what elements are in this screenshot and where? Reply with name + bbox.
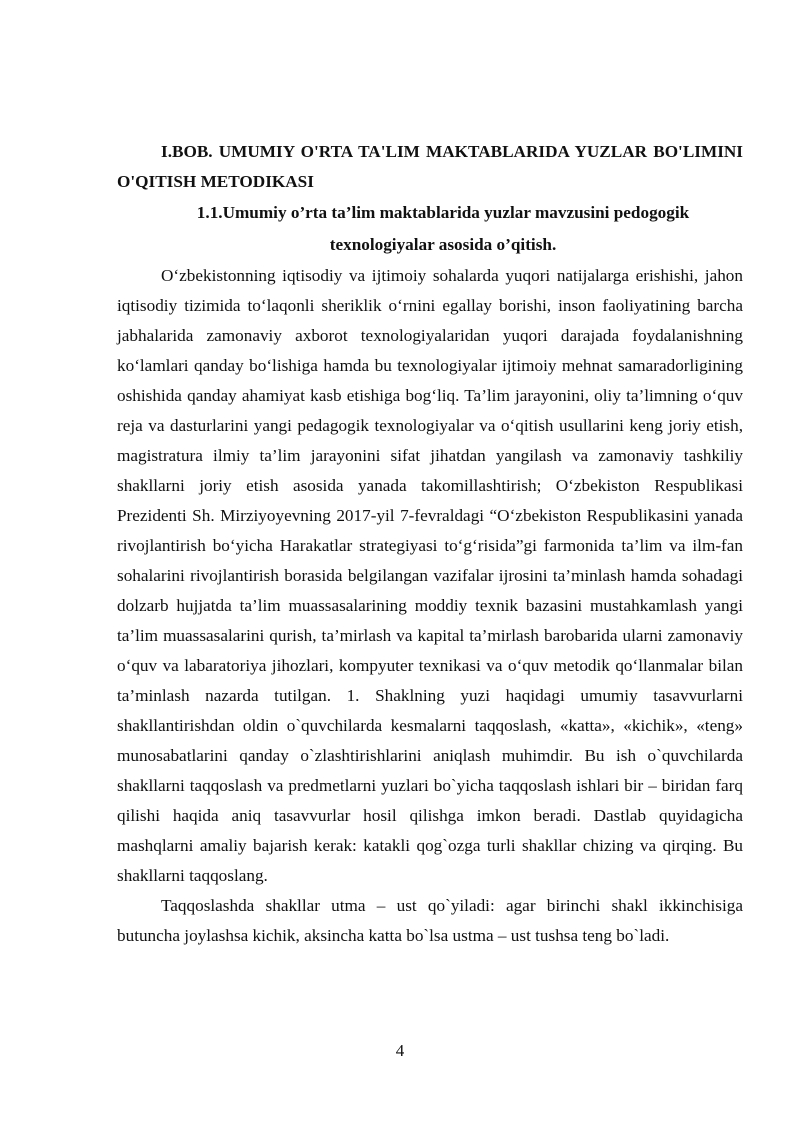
chapter-title: I.BOB. UMUMIY O'RTA TA'LIM MAKTABLARIDA YUZLAR BO'LIMINI O'QITISH METODIKASI: [117, 142, 743, 191]
body-paragraph-1: O‘zbekistonning iqtisodiy va ijtimoiy sohalarda yuqori natijalarga erishishi, jahon iqtisodiy tizimida to‘laqonli sheriklik o‘rnini egallay borishi, inson faoliyatining barcha jabhalarida zamonaviy axborot texnologiyalaridan yuqori darajada foydalanishning ko‘lamlari qanday bo‘lishiga hamda bu texnologiyalar ijtimoiy mehnat samaradorligining oshishida qanday ahamiyat kasb etishiga bog‘liq. Ta’lim jarayonini, oliy ta’limning o‘quv reja va dasturlarini yangi pedagogik texnologiyalar va o‘qitish usullarini keng joriy etish, magistratura ilmiy ta’lim jarayonini sifat jihatdan yangilash va zamonaviy tashkiliy shakllarni joriy etish asosida yanada takomillashtirish; O‘zbekiston Respublikasi Prezidenti Sh. Mirziyoyevning 2017-yil 7-fevraldagi “O‘zbekiston Respublikasini yanada rivojlantirish bo‘yicha Harakatlar strategiyasi to‘g‘risida”gi farmonida ta’lim va ilm-fan sohalarini rivojlantirish borasida belgilangan vazifalar ijrosini ta’minlash hamda sohadagi dolzarb hujjatda ta’lim muassasalarining moddiy texnik bazasini mustahkamlash yangi ta’lim muassasalarini qurish, ta’mirlash va kapital ta’mirlash barobarida ularni zamonaviy o‘quv va labaratoriya jihozlari, kompyuter texnikasi va o‘quv metodik qo‘llanmalar bilan ta’minlash nazarda tutilgan. 1. Shaklning yuzi haqidagi umumiy tasavvurlarni shakllantirishdan oldin o`quvchilarda kesmalarni taqqoslash, «katta», «kichik», «teng» munosabatlarini qanday o`zlashtirishlarini aniqlash muhimdir. Bu ish o`quvchilarda shakllarni taqqoslash va predmetlarni yuzlari bo`yicha taqqoslash ishlari bir – biridan farq qilishi haqida aniq tasavvurlar hosil qilishga imkon beradi. Dastlab quyidagicha mashqlarni amaliy bajarish kerak: katakli qog`ozga turli shakllar chizing va qirqing. Bu shakllarni taqqoslang.: [117, 266, 743, 885]
section-title: 1.1.Umumiy o’rta ta’lim maktablarida yuzlar mavzusini pedogogik texnologiyalar asosida o’qitish.: [196, 203, 690, 254]
page-number: 4: [395, 1041, 405, 1060]
body-paragraph-2: Taqqoslashda shakllar utma – ust qo`yiladi: agar birinchi shakl ikkinchisiga butuncha joylashsa kichik, aksincha katta bo`lsa ustma – ust tushsa teng bo`ladi.: [117, 896, 743, 945]
page-content: [117, 137, 743, 951]
